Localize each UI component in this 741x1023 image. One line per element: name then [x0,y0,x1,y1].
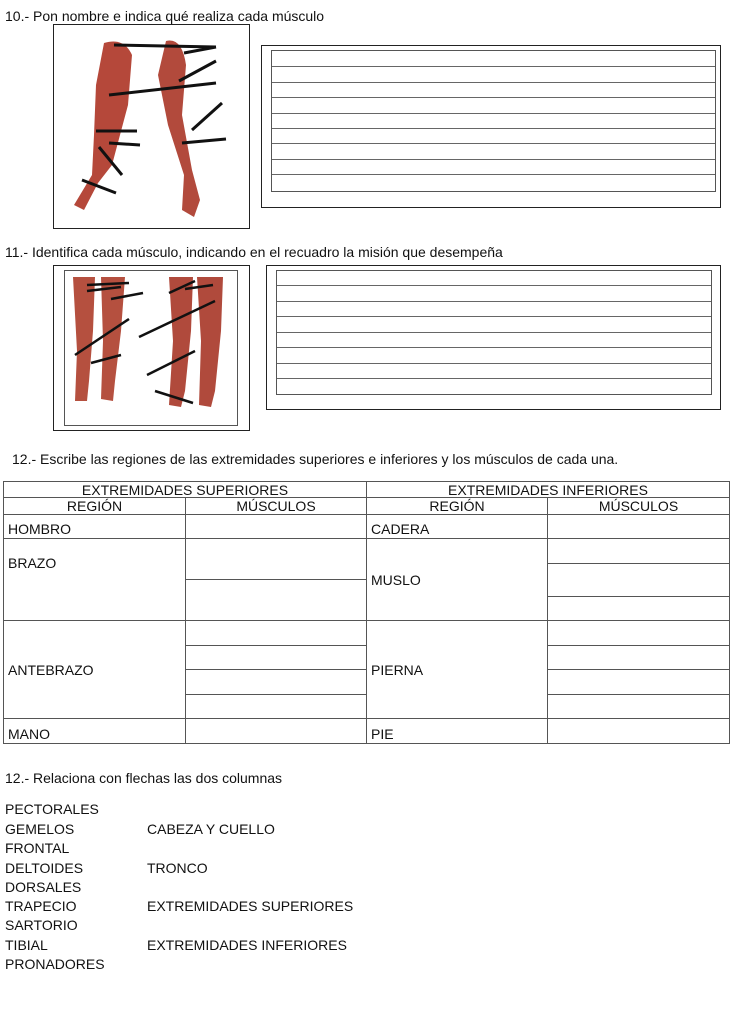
region-pierna: PIERNA [366,620,548,719]
region-item[interactable]: EXTREMIDADES SUPERIORES [147,898,354,914]
muscle-cell[interactable] [547,538,730,564]
question-10-title: 10.- Pon nombre e indica qué realiza cada músculo [5,8,325,24]
region-item[interactable]: EXTREMIDADES INFERIORES [147,937,347,953]
region-item[interactable]: CABEZA Y CUELLO [147,821,275,837]
muscle-cell[interactable] [547,694,730,719]
muscle-cell[interactable] [547,563,730,597]
region-antebrazo: ANTEBRAZO [3,620,186,719]
muscle-item[interactable]: DELTOIDES [5,860,84,876]
header-musculos: MÚSCULOS [185,497,367,515]
muscle-item[interactable]: FRONTAL [5,840,70,856]
question-13-title: 12.- Relaciona con flechas las dos columnas [5,770,283,786]
muscle-cell[interactable] [185,718,367,744]
muscle-cell[interactable] [547,645,730,670]
muscle-cell[interactable] [185,645,367,670]
muscle-item[interactable]: TRAPECIO [5,898,77,914]
region-muslo: MUSLO [366,538,548,621]
muscle-cell[interactable] [185,620,367,646]
header-superiores: EXTREMIDADES SUPERIORES [3,481,367,498]
muscle-cell[interactable] [185,538,367,580]
muscle-cell[interactable] [185,579,367,621]
header-region: REGIÓN [366,497,548,515]
muscle-item[interactable]: PECTORALES [5,801,99,817]
question-12-title: 12.- Escribe las regiones de las extremidades superiores e inferiores y los músculos de cada una. [12,451,619,467]
region-pie: PIE [366,718,548,744]
muscle-cell[interactable] [185,514,367,539]
muscle-cell[interactable] [547,596,730,621]
question-11-title: 11.- Identifica cada músculo, indicando en el recuadro la misión que desempeña [5,244,503,260]
header-musculos: MÚSCULOS [547,497,730,515]
arm-muscles-image [53,24,250,229]
header-inferiores: EXTREMIDADES INFERIORES [366,481,730,498]
muscle-item[interactable]: SARTORIO [5,917,78,933]
muscle-cell[interactable] [185,669,367,695]
muscle-item[interactable]: TIBIAL [5,937,48,953]
muscle-cell[interactable] [185,694,367,719]
answer-box-11[interactable] [266,265,721,410]
muscle-item[interactable]: DORSALES [5,879,82,895]
region-mano: MANO [3,718,186,744]
region-item[interactable]: TRONCO [147,860,208,876]
muscle-cell[interactable] [547,669,730,695]
answer-box-10[interactable] [261,45,721,208]
muscle-item[interactable]: GEMELOS [5,821,75,837]
region-brazo: BRAZO [3,538,186,621]
header-region: REGIÓN [3,497,186,515]
muscle-item[interactable]: PRONADORES [5,956,105,972]
muscle-cell[interactable] [547,620,730,646]
muscle-cell[interactable] [547,718,730,744]
muscle-cell[interactable] [547,514,730,539]
leg-muscles-image [53,265,250,431]
region-cadera: CADERA [366,514,548,539]
region-hombro: HOMBRO [3,514,186,539]
